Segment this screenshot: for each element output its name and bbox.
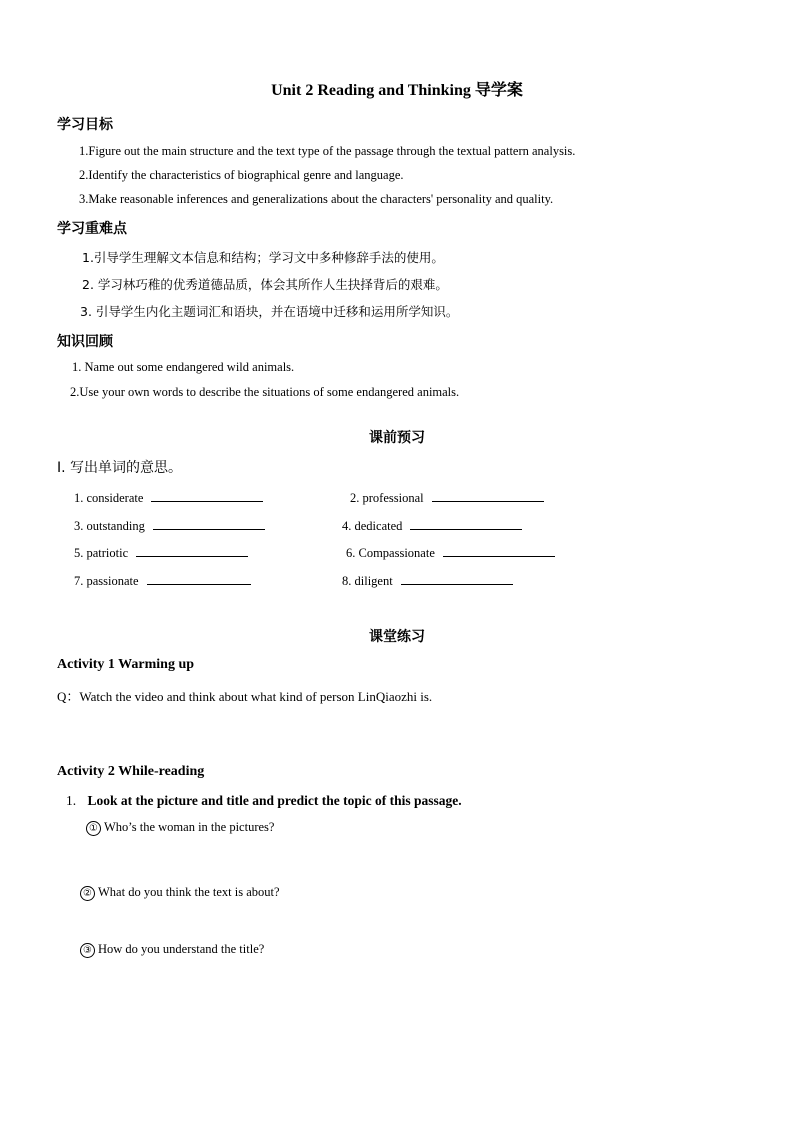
task-number: 1. [66, 793, 77, 808]
word-item [350, 489, 544, 506]
circled-number-marker: ② [80, 886, 95, 901]
key-point-item: 1.引导学生理解文本信息和结构；学习文中多种修辞手法的使用。 [82, 250, 444, 265]
objective-item: 2.Identify the characteristics of biographical genre and language. [79, 168, 404, 182]
word-label: 6. Compassionate [346, 546, 435, 560]
review-heading: 知识回顾 [57, 334, 113, 350]
activity-1-title: Activity 1 Warming up [57, 657, 195, 672]
answer-blank[interactable] [153, 517, 265, 530]
word-item [74, 489, 263, 506]
objectives-heading: 学习目标 [57, 117, 113, 133]
question-text: How do you understand the title? [98, 942, 265, 956]
word-item [74, 544, 248, 561]
answer-blank[interactable] [443, 544, 555, 557]
word-item [74, 517, 265, 534]
answer-blank[interactable] [147, 572, 251, 585]
question-text: Who’s the woman in the pictures? [104, 820, 275, 834]
word-label: 4. dedicated [342, 519, 403, 533]
preview-heading: 课前预习 [369, 430, 425, 446]
objective-item: 3.Make reasonable inferences and generalizations about the characters' personality and quality. [79, 192, 554, 206]
task-text: Look at the picture and title and predict the topic of this passage. [87, 793, 462, 808]
circled-number-marker: ③ [80, 943, 95, 958]
review-item: 2.Use your own words to describe the situations of some endangered animals. [70, 385, 460, 399]
question-text: What do you think the text is about? [98, 885, 280, 899]
word-label: 7. passionate [74, 574, 139, 588]
answer-blank[interactable] [136, 544, 248, 557]
answer-blank[interactable] [432, 489, 544, 502]
objective-item: 1.Figure out the main structure and the text type of the passage through the textual pattern analysis. [79, 144, 576, 158]
question-item [80, 885, 280, 901]
activity-1-question: Q：Watch the video and think about what kind of person LinQiaozhi is. [57, 689, 433, 704]
word-item [346, 544, 555, 561]
activity-2-task [66, 793, 462, 809]
preview-task: I. 写出单词的意思。 [57, 460, 183, 476]
key-points-heading: 学习重难点 [57, 221, 127, 237]
document-title: Unit 2 Reading and Thinking 导学案 [271, 82, 523, 99]
key-point-item: 2. 学习林巧稚的优秀道德品质，体会其所作人生抉择背后的艰难。 [82, 277, 448, 292]
practice-heading: 课堂练习 [369, 629, 425, 645]
question-item [80, 942, 264, 958]
word-item [74, 572, 251, 589]
activity-2-title: Activity 2 While-reading [57, 764, 205, 779]
word-item [342, 572, 513, 589]
question-item [86, 820, 274, 836]
answer-blank[interactable] [410, 517, 522, 530]
answer-blank[interactable] [151, 489, 263, 502]
answer-blank[interactable] [401, 572, 513, 585]
word-label: 5. patriotic [74, 546, 129, 560]
word-label: 2. professional [350, 491, 424, 505]
key-point-item: 3. 引导学生内化主题词汇和语块，并在语境中迁移和运用所学知识。 [80, 304, 459, 319]
word-item [342, 517, 522, 534]
circled-number-marker: ① [86, 821, 101, 836]
review-item: 1. Name out some endangered wild animals. [72, 360, 295, 374]
word-label: 3. outstanding [74, 519, 145, 533]
word-label: 1. considerate [74, 491, 144, 505]
word-label: 8. diligent [342, 574, 393, 588]
